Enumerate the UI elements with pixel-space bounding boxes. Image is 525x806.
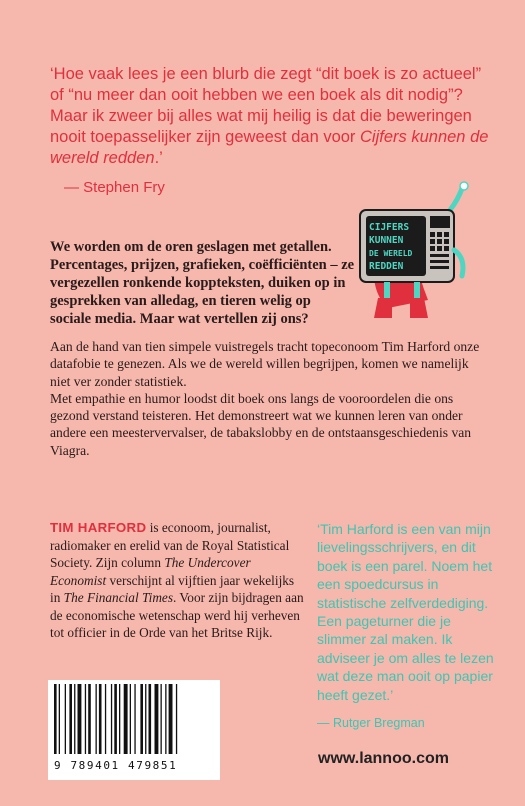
intro-paragraph: We worden om de oren geslagen met getallen. Percentages, prijzen, grafieken, coëfficiënten – ze vergezellen ronkende koppteksten, duiken op in gesprekken van alledag, en tieren welig op sociale media. Maar wat vertellen zij ons? (50, 239, 355, 327)
front-quote (50, 64, 490, 198)
screen-line-2: KUNNEN (369, 235, 404, 246)
tv-mascot-illustration (358, 180, 478, 325)
bio-text: is econoom, journalist, radiomaker en erelid van de Royal Statistical Society. Zijn column (50, 520, 290, 570)
author-bio (50, 519, 305, 642)
screen-line-3: DE WERELD (369, 249, 413, 258)
endorsement-quote (317, 520, 502, 732)
bio-text: . Voor zijn bijdragen aan de economische wetenschap werd hij verheven tot officier in de Orde van het Britse Rijk. (50, 590, 304, 640)
isbn-number: 9 789401 479851 (54, 759, 178, 772)
author-name: TIM HARFORD (50, 520, 147, 535)
screen-line-4: REDDEN (369, 261, 404, 272)
newspaper-title: The Financial Times (63, 590, 174, 605)
quote-book-title: Cijfers kunnen de wereld redden (50, 128, 489, 167)
description-paragraph-1: Aan de hand van tien simpele vuistregels tracht topeconoom Tim Harford onze datafobie te genezen. Als we de wereld willen begrijpen, komen we namelijk niet ver zonder statistiek. (50, 339, 480, 389)
quote-text-end: .’ (154, 149, 163, 167)
endorsement-author: — Rutger Bregman (317, 716, 425, 731)
description (50, 338, 480, 459)
screen-line-1: CIJFERS (369, 222, 410, 233)
endorsement-text: ‘Tim Harford is een van mijn lievelingsschrijvers, en dit boek is een parel. Noem het een spoedcursus in statistische zelfverdediging. Een pageturner die je slimmer zal maken. Ik adviseer je om alles te lezen wat deze man ooit op papier heeft gezet.’ (317, 521, 494, 703)
description-paragraph-2: Met empathie en humor loodst dit boek ons langs de vooroordelen die ons gezond verstand teisteren. Het demonstreert wat we kunnen leren van onder andere een meestervervalser, de tabakslobby en de ontstaansgeschiedenis van Viagra. (50, 390, 472, 458)
publisher-website: www.lannoo.com (318, 750, 449, 767)
bio-text: verschijnt al vijftien jaar wekelijks in (50, 572, 295, 605)
quote-text: ‘Hoe vaak lees je een blurb die zegt “dit boek is zo actueel” of “nu meer dan ooit hebben we een boek als dit nodig”? Maar ik zweer bij alles wat mij heilig is dat die beweringen nooit toepasselijker zijn geweest dan voor (50, 65, 482, 146)
quote-author: — Stephen Fry (64, 179, 165, 196)
column-title: The Undercover Economist (50, 555, 251, 588)
